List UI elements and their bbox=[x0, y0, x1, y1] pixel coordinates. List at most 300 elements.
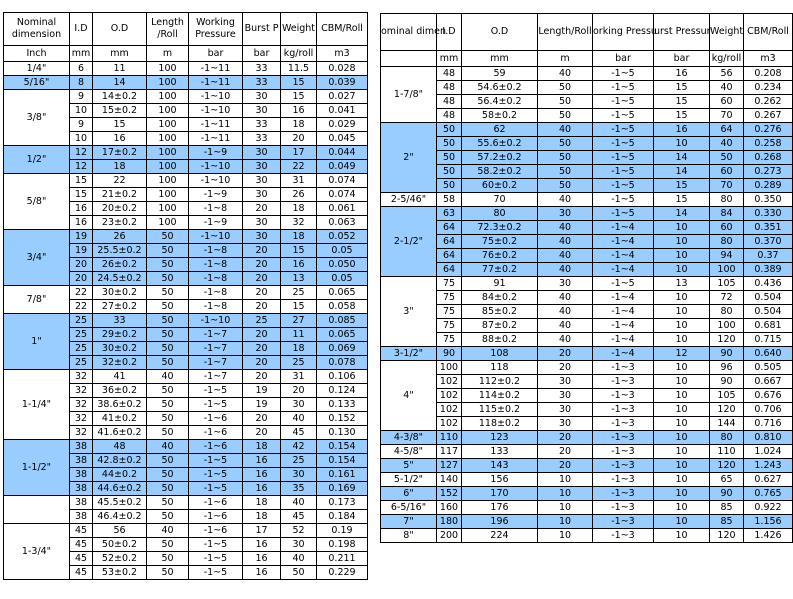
cell-nominal-dimension: 1-7/8" bbox=[381, 67, 437, 123]
cell-id: 38 bbox=[70, 510, 93, 524]
cell-id: 22 bbox=[70, 300, 93, 314]
cell-weight: 40 bbox=[710, 137, 744, 151]
cell-cbm: 1.243 bbox=[744, 459, 793, 473]
cell-od: 118±0.2 bbox=[462, 417, 538, 431]
cell-length: 10 bbox=[538, 529, 593, 543]
cell-cbm: 0.211 bbox=[317, 552, 368, 566]
cell-cbm: 0.065 bbox=[317, 328, 368, 342]
table-row bbox=[381, 403, 793, 417]
cell-od: 108 bbox=[462, 347, 538, 361]
cell-length: 50 bbox=[538, 165, 593, 179]
cell-weight: 25 bbox=[281, 286, 317, 300]
cell-weight: 85 bbox=[710, 501, 744, 515]
cell-od: 14±0.2 bbox=[93, 90, 147, 104]
unit-cell: m bbox=[538, 51, 593, 67]
table-row bbox=[4, 174, 368, 188]
cell-cbm: 1.024 bbox=[744, 445, 793, 459]
cell-od: 11 bbox=[93, 62, 147, 76]
cell-working-pressure: -1~6 bbox=[189, 426, 243, 440]
cell-cbm: 0.330 bbox=[744, 207, 793, 221]
table-row bbox=[381, 515, 793, 529]
cell-id: 25 bbox=[70, 356, 93, 370]
cell-id: 64 bbox=[437, 249, 462, 263]
cell-burst-pressure: 10 bbox=[654, 319, 710, 333]
cell-working-pressure: -1~7 bbox=[189, 370, 243, 384]
cell-weight: 90 bbox=[710, 347, 744, 361]
cell-cbm: 0.029 bbox=[317, 118, 368, 132]
cell-length: 40 bbox=[147, 440, 189, 454]
cell-working-pressure: -1~5 bbox=[593, 137, 654, 151]
cell-cbm: 0.052 bbox=[317, 230, 368, 244]
cell-od: 30±0.2 bbox=[93, 286, 147, 300]
cell-length: 40 bbox=[538, 305, 593, 319]
cell-cbm: 0.154 bbox=[317, 454, 368, 468]
cell-length: 50 bbox=[538, 137, 593, 151]
table-row bbox=[381, 431, 793, 445]
cell-burst-pressure: 14 bbox=[654, 165, 710, 179]
cell-od: 133 bbox=[462, 445, 538, 459]
cell-nominal-dimension: 5/16" bbox=[4, 76, 70, 90]
cell-cbm: 0.234 bbox=[744, 81, 793, 95]
cell-od: 18 bbox=[93, 160, 147, 174]
cell-cbm: 0.027 bbox=[317, 90, 368, 104]
cell-cbm: 0.715 bbox=[744, 333, 793, 347]
cell-od: 30±0.2 bbox=[93, 342, 147, 356]
cell-id: 22 bbox=[70, 286, 93, 300]
cell-burst-pressure: 10 bbox=[654, 459, 710, 473]
cell-burst-pressure: 20 bbox=[243, 244, 281, 258]
cell-working-pressure: -1~5 bbox=[593, 165, 654, 179]
cell-cbm: 1.156 bbox=[744, 515, 793, 529]
cell-working-pressure: -1~5 bbox=[593, 123, 654, 137]
cell-working-pressure: -1~5 bbox=[189, 384, 243, 398]
cell-id: 50 bbox=[437, 151, 462, 165]
cell-weight: 120 bbox=[710, 529, 744, 543]
cell-weight: 31 bbox=[281, 370, 317, 384]
cell-working-pressure: -1~5 bbox=[189, 552, 243, 566]
cell-cbm: 0.273 bbox=[744, 165, 793, 179]
cell-working-pressure: -1~11 bbox=[189, 132, 243, 146]
cell-weight: 30 bbox=[281, 538, 317, 552]
cell-cbm: 0.065 bbox=[317, 286, 368, 300]
cell-length: 100 bbox=[147, 62, 189, 76]
cell-length: 10 bbox=[538, 515, 593, 529]
cell-id: 38 bbox=[70, 496, 93, 510]
cell-length: 50 bbox=[147, 272, 189, 286]
cell-id: 8 bbox=[70, 76, 93, 90]
cell-length: 50 bbox=[147, 412, 189, 426]
cell-working-pressure: -1~8 bbox=[189, 244, 243, 258]
cell-id: 32 bbox=[70, 412, 93, 426]
cell-weight: 90 bbox=[710, 375, 744, 389]
cell-id: 16 bbox=[70, 216, 93, 230]
cell-weight: 25 bbox=[281, 356, 317, 370]
cell-working-pressure: -1~3 bbox=[593, 529, 654, 543]
cell-burst-pressure: 16 bbox=[243, 454, 281, 468]
cell-od: 32±0.2 bbox=[93, 356, 147, 370]
cell-id: 10 bbox=[70, 104, 93, 118]
cell-od: 77±0.2 bbox=[462, 263, 538, 277]
cell-working-pressure: -1~3 bbox=[593, 487, 654, 501]
cell-working-pressure: -1~8 bbox=[189, 286, 243, 300]
cell-cbm: 0.640 bbox=[744, 347, 793, 361]
cell-od: 29±0.2 bbox=[93, 328, 147, 342]
cell-id: 15 bbox=[70, 188, 93, 202]
col-header-length: Length/Roll bbox=[538, 14, 593, 51]
cell-cbm: 0.169 bbox=[317, 482, 368, 496]
cell-weight: 120 bbox=[710, 459, 744, 473]
cell-length: 100 bbox=[147, 76, 189, 90]
table-row bbox=[381, 207, 793, 221]
table-row bbox=[381, 165, 793, 179]
cell-weight: 15 bbox=[281, 300, 317, 314]
unit-cell bbox=[381, 51, 437, 67]
table-row bbox=[381, 459, 793, 473]
unit-cell: bar bbox=[593, 51, 654, 67]
table-row bbox=[4, 146, 368, 160]
table-row bbox=[4, 76, 368, 90]
cell-burst-pressure: 20 bbox=[243, 412, 281, 426]
cell-weight: 52 bbox=[281, 524, 317, 538]
cell-id: 9 bbox=[70, 90, 93, 104]
cell-id: 152 bbox=[437, 487, 462, 501]
table-row bbox=[4, 314, 368, 328]
cell-length: 10 bbox=[538, 473, 593, 487]
cell-nominal-dimension: 3/8" bbox=[4, 90, 70, 146]
cell-cbm: 0.504 bbox=[744, 305, 793, 319]
cell-length: 50 bbox=[147, 244, 189, 258]
cell-length: 40 bbox=[538, 67, 593, 81]
cell-od: 60±0.2 bbox=[462, 179, 538, 193]
cell-od: 115±0.2 bbox=[462, 403, 538, 417]
cell-length: 50 bbox=[538, 95, 593, 109]
cell-burst-pressure: 10 bbox=[654, 529, 710, 543]
cell-burst-pressure: 20 bbox=[243, 286, 281, 300]
cell-weight: 11 bbox=[281, 328, 317, 342]
cell-working-pressure: -1~5 bbox=[593, 67, 654, 81]
cell-od: 42.8±0.2 bbox=[93, 454, 147, 468]
cell-length: 50 bbox=[147, 356, 189, 370]
cell-length: 100 bbox=[147, 174, 189, 188]
cell-cbm: 0.706 bbox=[744, 403, 793, 417]
cell-working-pressure: -1~5 bbox=[593, 109, 654, 123]
cell-burst-pressure: 30 bbox=[243, 188, 281, 202]
cell-nominal-dimension bbox=[4, 496, 70, 524]
cell-cbm: 0.716 bbox=[744, 417, 793, 431]
cell-burst-pressure: 15 bbox=[654, 95, 710, 109]
cell-length: 100 bbox=[147, 90, 189, 104]
cell-od: 76±0.2 bbox=[462, 249, 538, 263]
cell-length: 30 bbox=[538, 389, 593, 403]
cell-burst-pressure: 20 bbox=[243, 356, 281, 370]
cell-id: 25 bbox=[70, 342, 93, 356]
cell-weight: 27 bbox=[281, 314, 317, 328]
cell-working-pressure: -1~8 bbox=[189, 202, 243, 216]
cell-length: 100 bbox=[147, 104, 189, 118]
cell-working-pressure: -1~10 bbox=[189, 314, 243, 328]
cell-cbm: 0.37 bbox=[744, 249, 793, 263]
cell-burst-pressure: 30 bbox=[243, 216, 281, 230]
cell-length: 40 bbox=[147, 524, 189, 538]
cell-od: 156 bbox=[462, 473, 538, 487]
cell-weight: 20 bbox=[281, 132, 317, 146]
table-row bbox=[381, 123, 793, 137]
unit-cell: mm bbox=[93, 46, 147, 62]
cell-od: 41.6±0.2 bbox=[93, 426, 147, 440]
cell-working-pressure: -1~4 bbox=[593, 319, 654, 333]
cell-length: 40 bbox=[147, 370, 189, 384]
cell-burst-pressure: 10 bbox=[654, 235, 710, 249]
cell-length: 50 bbox=[147, 454, 189, 468]
cell-id: 64 bbox=[437, 221, 462, 235]
cell-od: 58±0.2 bbox=[462, 109, 538, 123]
cell-id: 102 bbox=[437, 389, 462, 403]
cell-cbm: 0.154 bbox=[317, 440, 368, 454]
cell-od: 59 bbox=[462, 67, 538, 81]
cell-working-pressure: -1~6 bbox=[189, 440, 243, 454]
cell-cbm: 0.627 bbox=[744, 473, 793, 487]
table-row bbox=[381, 67, 793, 81]
cell-burst-pressure: 33 bbox=[243, 62, 281, 76]
cell-od: 143 bbox=[462, 459, 538, 473]
cell-nominal-dimension: 4-3/8" bbox=[381, 431, 437, 445]
cell-nominal-dimension: 3/4" bbox=[4, 230, 70, 286]
table-body bbox=[381, 67, 793, 543]
cell-id: 102 bbox=[437, 417, 462, 431]
cell-cbm: 0.152 bbox=[317, 412, 368, 426]
cell-id: 75 bbox=[437, 333, 462, 347]
table-row bbox=[381, 347, 793, 361]
units-row bbox=[381, 51, 793, 67]
cell-cbm: 0.370 bbox=[744, 235, 793, 249]
cell-burst-pressure: 16 bbox=[654, 123, 710, 137]
cell-length: 30 bbox=[538, 207, 593, 221]
cell-weight: 18 bbox=[281, 230, 317, 244]
cell-weight: 96 bbox=[710, 361, 744, 375]
cell-burst-pressure: 10 bbox=[654, 291, 710, 305]
cell-od: 24.5±0.2 bbox=[93, 272, 147, 286]
cell-cbm: 0.208 bbox=[744, 67, 793, 81]
cell-cbm: 0.063 bbox=[317, 216, 368, 230]
cell-cbm: 0.133 bbox=[317, 398, 368, 412]
unit-cell: m3 bbox=[744, 51, 793, 67]
cell-cbm: 0.765 bbox=[744, 487, 793, 501]
cell-id: 58 bbox=[437, 193, 462, 207]
cell-id: 102 bbox=[437, 375, 462, 389]
cell-id: 45 bbox=[70, 552, 93, 566]
cell-od: 62 bbox=[462, 123, 538, 137]
unit-cell: mm bbox=[70, 46, 93, 62]
cell-burst-pressure: 16 bbox=[654, 67, 710, 81]
cell-cbm: 0.267 bbox=[744, 109, 793, 123]
cell-weight: 45 bbox=[281, 426, 317, 440]
cell-burst-pressure: 10 bbox=[654, 249, 710, 263]
cell-length: 50 bbox=[538, 109, 593, 123]
cell-burst-pressure: 15 bbox=[654, 109, 710, 123]
cell-od: 84±0.2 bbox=[462, 291, 538, 305]
cell-cbm: 0.19 bbox=[317, 524, 368, 538]
cell-burst-pressure: 30 bbox=[243, 90, 281, 104]
cell-id: 48 bbox=[437, 81, 462, 95]
cell-length: 20 bbox=[538, 431, 593, 445]
cell-burst-pressure: 12 bbox=[654, 347, 710, 361]
cell-id: 100 bbox=[437, 361, 462, 375]
cell-weight: 120 bbox=[710, 403, 744, 417]
cell-burst-pressure: 15 bbox=[654, 193, 710, 207]
table-row bbox=[4, 62, 368, 76]
cell-weight: 94 bbox=[710, 249, 744, 263]
cell-od: 16 bbox=[93, 132, 147, 146]
cell-od: 56.4±0.2 bbox=[462, 95, 538, 109]
cell-working-pressure: -1~4 bbox=[593, 305, 654, 319]
cell-cbm: 0.058 bbox=[317, 300, 368, 314]
cell-od: 53±0.2 bbox=[93, 566, 147, 580]
cell-length: 50 bbox=[538, 179, 593, 193]
cell-nominal-dimension: 4-5/8" bbox=[381, 445, 437, 459]
cell-burst-pressure: 10 bbox=[654, 305, 710, 319]
cell-length: 100 bbox=[147, 146, 189, 160]
cell-id: 160 bbox=[437, 501, 462, 515]
table-row bbox=[381, 235, 793, 249]
cell-burst-pressure: 30 bbox=[243, 230, 281, 244]
cell-weight: 15 bbox=[281, 76, 317, 90]
cell-nominal-dimension: 7" bbox=[381, 515, 437, 529]
cell-burst-pressure: 20 bbox=[243, 258, 281, 272]
cell-od: 17±0.2 bbox=[93, 146, 147, 160]
cell-weight: 60 bbox=[710, 95, 744, 109]
table-row bbox=[381, 445, 793, 459]
cell-id: 38 bbox=[70, 482, 93, 496]
cell-working-pressure: -1~3 bbox=[593, 361, 654, 375]
cell-od: 48 bbox=[93, 440, 147, 454]
table-row bbox=[381, 263, 793, 277]
cell-burst-pressure: 33 bbox=[243, 118, 281, 132]
cell-weight: 105 bbox=[710, 277, 744, 291]
cell-od: 75±0.2 bbox=[462, 235, 538, 249]
cell-nominal-dimension: 8" bbox=[381, 529, 437, 543]
col-header-weight: Weight bbox=[710, 14, 744, 51]
cell-id: 12 bbox=[70, 160, 93, 174]
cell-nominal-dimension: 1/4" bbox=[4, 62, 70, 76]
cell-burst-pressure: 15 bbox=[654, 81, 710, 95]
cell-cbm: 0.350 bbox=[744, 193, 793, 207]
cell-cbm: 0.258 bbox=[744, 137, 793, 151]
cell-nominal-dimension: 1" bbox=[4, 314, 70, 370]
cell-od: 20±0.2 bbox=[93, 202, 147, 216]
cell-od: 196 bbox=[462, 515, 538, 529]
cell-weight: 15 bbox=[281, 244, 317, 258]
cell-working-pressure: -1~8 bbox=[189, 272, 243, 286]
cell-burst-pressure: 17 bbox=[243, 524, 281, 538]
table-body bbox=[4, 62, 368, 580]
cell-id: 6 bbox=[70, 62, 93, 76]
cell-cbm: 0.041 bbox=[317, 104, 368, 118]
cell-weight: 32 bbox=[281, 216, 317, 230]
cell-cbm: 0.074 bbox=[317, 188, 368, 202]
cell-working-pressure: -1~11 bbox=[189, 76, 243, 90]
cell-od: 44±0.2 bbox=[93, 468, 147, 482]
cell-length: 50 bbox=[147, 286, 189, 300]
cell-burst-pressure: 20 bbox=[243, 342, 281, 356]
table-row bbox=[381, 291, 793, 305]
cell-burst-pressure: 10 bbox=[654, 431, 710, 445]
cell-nominal-dimension: 2" bbox=[381, 123, 437, 193]
cell-length: 100 bbox=[147, 132, 189, 146]
table-row bbox=[4, 496, 368, 510]
cell-weight: 45 bbox=[281, 510, 317, 524]
cell-working-pressure: -1~4 bbox=[593, 235, 654, 249]
cell-weight: 30 bbox=[281, 398, 317, 412]
cell-weight: 26 bbox=[281, 188, 317, 202]
col-header-working-pressure: Working Pressure bbox=[189, 13, 243, 46]
cell-cbm: 0.050 bbox=[317, 258, 368, 272]
cell-cbm: 0.05 bbox=[317, 272, 368, 286]
cell-working-pressure: -1~6 bbox=[189, 510, 243, 524]
cell-id: 9 bbox=[70, 118, 93, 132]
cell-od: 87±0.2 bbox=[462, 319, 538, 333]
cell-cbm: 0.045 bbox=[317, 132, 368, 146]
cell-weight: 110 bbox=[710, 445, 744, 459]
cell-cbm: 0.351 bbox=[744, 221, 793, 235]
cell-weight: 100 bbox=[710, 319, 744, 333]
col-header-cbm: CBM/Roll bbox=[317, 13, 368, 46]
cell-burst-pressure: 30 bbox=[243, 104, 281, 118]
cell-length: 50 bbox=[147, 342, 189, 356]
cell-working-pressure: -1~5 bbox=[593, 95, 654, 109]
cell-length: 30 bbox=[538, 277, 593, 291]
cell-cbm: 0.262 bbox=[744, 95, 793, 109]
cell-nominal-dimension: 3" bbox=[381, 277, 437, 347]
cell-working-pressure: -1~10 bbox=[189, 160, 243, 174]
cell-weight: 80 bbox=[710, 305, 744, 319]
cell-cbm: 0.505 bbox=[744, 361, 793, 375]
cell-weight: 16 bbox=[281, 104, 317, 118]
cell-id: 48 bbox=[437, 67, 462, 81]
cell-length: 40 bbox=[538, 263, 593, 277]
cell-id: 50 bbox=[437, 123, 462, 137]
table-row bbox=[381, 319, 793, 333]
cell-cbm: 0.229 bbox=[317, 566, 368, 580]
cell-cbm: 0.124 bbox=[317, 384, 368, 398]
cell-od: 112±0.2 bbox=[462, 375, 538, 389]
cell-length: 40 bbox=[538, 193, 593, 207]
cell-nominal-dimension: 5" bbox=[381, 459, 437, 473]
header-row bbox=[381, 14, 793, 51]
cell-working-pressure: -1~3 bbox=[593, 403, 654, 417]
cell-od: 88±0.2 bbox=[462, 333, 538, 347]
table-row bbox=[4, 230, 368, 244]
cell-working-pressure: -1~4 bbox=[593, 291, 654, 305]
cell-od: 123 bbox=[462, 431, 538, 445]
cell-od: 33 bbox=[93, 314, 147, 328]
cell-weight: 16 bbox=[281, 258, 317, 272]
cell-weight: 18 bbox=[281, 118, 317, 132]
cell-working-pressure: -1~6 bbox=[189, 496, 243, 510]
cell-id: 45 bbox=[70, 566, 93, 580]
cell-weight: 40 bbox=[281, 552, 317, 566]
cell-od: 70 bbox=[462, 193, 538, 207]
col-header-nominal-dimension: Nominal dimension bbox=[4, 13, 70, 46]
cell-cbm: 0.289 bbox=[744, 179, 793, 193]
cell-length: 50 bbox=[147, 538, 189, 552]
cell-id: 50 bbox=[437, 137, 462, 151]
cell-working-pressure: -1~3 bbox=[593, 501, 654, 515]
cell-burst-pressure: 10 bbox=[654, 389, 710, 403]
table-row bbox=[381, 305, 793, 319]
cell-weight: 80 bbox=[710, 431, 744, 445]
table-row bbox=[381, 221, 793, 235]
table-row bbox=[381, 417, 793, 431]
